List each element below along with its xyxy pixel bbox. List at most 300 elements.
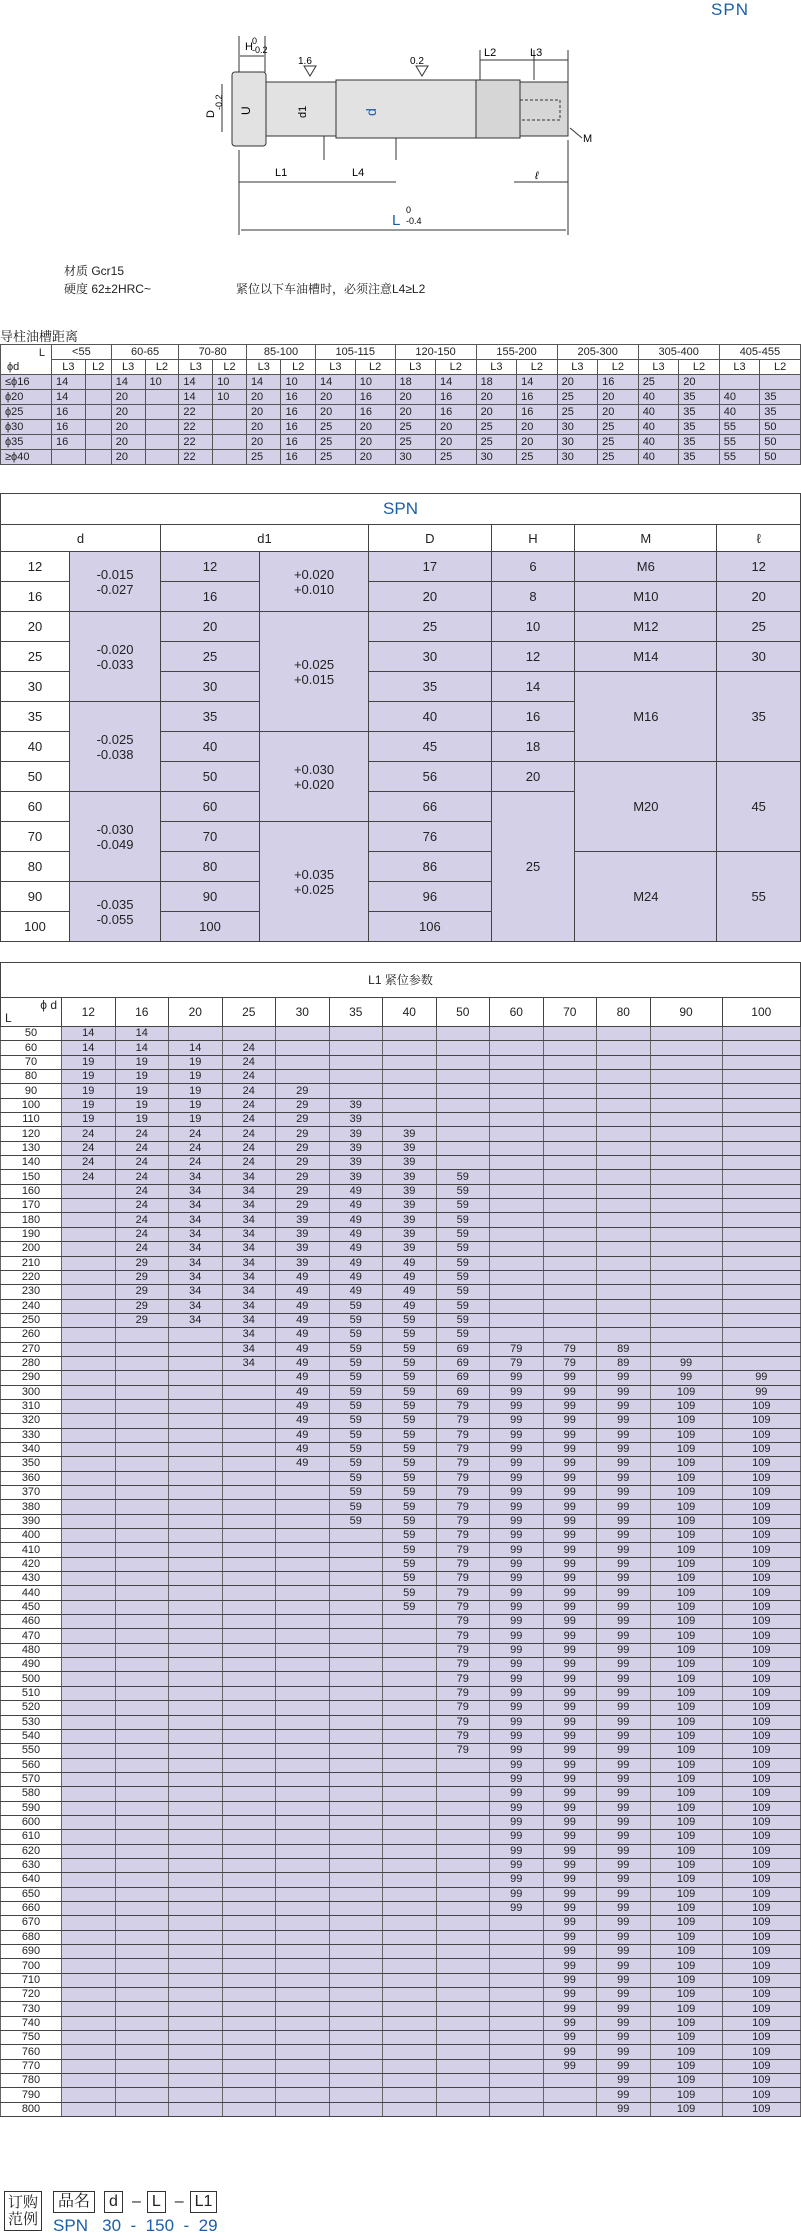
l1-cell: 109 <box>722 1442 800 1456</box>
l1-cell <box>490 1170 544 1184</box>
l1-cell <box>543 1270 597 1284</box>
l1-cell <box>436 2059 490 2073</box>
l1-cell: 24 <box>115 1127 169 1141</box>
l1-row-L: 640 <box>1 1873 62 1887</box>
l1-cell <box>383 1815 437 1829</box>
l1-row-L: 330 <box>1 1428 62 1442</box>
l1-cell <box>62 1557 116 1571</box>
l1-cell: 99 <box>543 1959 597 1973</box>
l1-cell <box>115 1486 169 1500</box>
l1-cell <box>543 1027 597 1041</box>
roughness-1-6: 1.6 <box>298 56 312 67</box>
spn-D-value: 40 <box>369 702 492 732</box>
l1-cell: 19 <box>169 1113 223 1127</box>
l1-cell: 109 <box>650 1787 722 1801</box>
l1-cell: 39 <box>276 1213 330 1227</box>
l1-cell: 24 <box>115 1156 169 1170</box>
l1-cell: 99 <box>543 1572 597 1586</box>
l1-cell: 24 <box>62 1141 116 1155</box>
l1-cell: 49 <box>329 1199 383 1213</box>
l1-cell <box>383 1772 437 1786</box>
l1-cell <box>276 1973 330 1987</box>
l1-cell <box>62 1701 116 1715</box>
l1-cell: 59 <box>383 1486 437 1500</box>
groove-cell: 50 <box>760 420 801 435</box>
l1-cell <box>722 1256 800 1270</box>
l1-cell: 49 <box>276 1356 330 1370</box>
l1-cell <box>650 1213 722 1227</box>
groove-cell <box>145 390 179 405</box>
groove-cell: 20 <box>246 405 281 420</box>
l1-cell <box>329 1988 383 2002</box>
spn-header-M: M <box>575 525 717 552</box>
l1-cell: 19 <box>115 1113 169 1127</box>
l1-cell <box>383 1615 437 1629</box>
l1-cell: 99 <box>490 1399 544 1413</box>
l1-cell: 49 <box>276 1299 330 1313</box>
l1-cell: 99 <box>597 1729 651 1743</box>
l1-cell <box>222 1027 276 1041</box>
l1-cell <box>597 1055 651 1069</box>
spn-d1-tolerance <box>260 732 369 822</box>
l1-cell <box>276 1629 330 1643</box>
l1-cell: 29 <box>115 1256 169 1270</box>
l1-cell <box>276 1887 330 1901</box>
l1-cell: 99 <box>543 1658 597 1672</box>
l1-cell <box>276 1543 330 1557</box>
dim-H: H <box>245 41 253 53</box>
l1-cell <box>62 1442 116 1456</box>
l1-cell <box>490 1055 544 1069</box>
l1-cell <box>436 2016 490 2030</box>
l1-cell <box>62 1285 116 1299</box>
l1-row-L: 190 <box>1 1227 62 1241</box>
l1-cell <box>62 2059 116 2073</box>
l1-cell: 34 <box>169 1285 223 1299</box>
l1-cell: 49 <box>276 1342 330 1356</box>
l1-cell: 99 <box>543 1385 597 1399</box>
l1-cell: 24 <box>115 1199 169 1213</box>
l1-row-L: 630 <box>1 1858 62 1872</box>
l1-cell <box>650 1328 722 1342</box>
l1-cell <box>222 1988 276 2002</box>
l1-cell: 99 <box>490 1629 544 1643</box>
l1-cell <box>169 1858 223 1872</box>
groove-range-header: 155-200 <box>476 345 557 360</box>
l1-cell <box>169 1916 223 1930</box>
l1-cell: 49 <box>329 1242 383 1256</box>
l1-cell <box>276 1988 330 2002</box>
groove-cell: 20 <box>246 435 281 450</box>
l1-cell: 24 <box>62 1156 116 1170</box>
l1-cell <box>222 1371 276 1385</box>
l1-cell: 99 <box>597 1399 651 1413</box>
spn-d-value: 20 <box>1 612 70 642</box>
groove-cell: 22 <box>179 405 213 420</box>
l1-cell <box>222 1901 276 1915</box>
l1-cell <box>436 1945 490 1959</box>
groove-cell <box>85 435 111 450</box>
l1-cell: 99 <box>490 1830 544 1844</box>
l1-cell: 59 <box>383 1313 437 1327</box>
l1-cell <box>436 1787 490 1801</box>
l1-cell: 59 <box>383 1557 437 1571</box>
l1-cell: 109 <box>722 1945 800 1959</box>
spn-d-value: 35 <box>1 702 70 732</box>
l1-row-L: 510 <box>1 1686 62 1700</box>
l1-cell <box>62 1500 116 1514</box>
l1-cell: 99 <box>490 1557 544 1571</box>
l1-cell <box>436 1113 490 1127</box>
series-title: SPN <box>711 0 749 19</box>
l1-corner-L: L <box>5 1011 12 1025</box>
l1-cell: 79 <box>436 1686 490 1700</box>
l1-cell <box>222 2059 276 2073</box>
groove-cell: 25 <box>246 450 281 465</box>
l1-cell: 109 <box>650 1385 722 1399</box>
l1-cell <box>115 1529 169 1543</box>
groove-cell: 25 <box>598 450 639 465</box>
l1-cell: 59 <box>329 1486 383 1500</box>
l1-cell <box>597 1299 651 1313</box>
groove-cell: 16 <box>281 390 316 405</box>
l1-cell: 109 <box>722 1787 800 1801</box>
groove-sub-header: L2 <box>517 360 558 375</box>
spn-M-value: M12 <box>575 612 717 642</box>
l1-cell <box>650 1084 722 1098</box>
l1-row-L: 540 <box>1 1729 62 1743</box>
l1-cell: 99 <box>490 1801 544 1815</box>
spn-d-value: 40 <box>1 732 70 762</box>
l1-col-header: 40 <box>383 998 437 1027</box>
groove-cell: 40 <box>638 435 679 450</box>
l1-cell: 99 <box>597 1887 651 1901</box>
dim-L-tol-bot: -0.4 <box>406 216 422 226</box>
l1-cell: 59 <box>383 1342 437 1356</box>
spn-d1-value: 90 <box>161 882 260 912</box>
l1-cell: 99 <box>543 1772 597 1786</box>
l1-cell <box>722 1098 800 1112</box>
l1-cell <box>222 1471 276 1485</box>
tol-upper: -0.025 <box>96 731 134 747</box>
groove-cell <box>85 420 111 435</box>
l1-cell <box>276 1471 330 1485</box>
spn-d1-value: 16 <box>161 582 260 612</box>
l1-cell <box>169 1543 223 1557</box>
l1-cell: 49 <box>276 1285 330 1299</box>
l1-row-L: 120 <box>1 1127 62 1141</box>
l1-cell <box>62 1184 116 1198</box>
l1-cell <box>115 2016 169 2030</box>
tol-upper: +0.030 <box>293 761 335 777</box>
l1-cell <box>383 1830 437 1844</box>
l1-cell <box>650 1342 722 1356</box>
l1-cell <box>62 1686 116 1700</box>
l1-cell <box>169 1701 223 1715</box>
l1-cell: 59 <box>383 1428 437 1442</box>
l1-cell: 34 <box>169 1170 223 1184</box>
l1-cell <box>383 2059 437 2073</box>
l1-cell: 99 <box>543 1973 597 1987</box>
l1-cell <box>490 2088 544 2102</box>
spn-D-value: 25 <box>369 612 492 642</box>
l1-cell: 99 <box>490 1715 544 1729</box>
l1-cell <box>222 2016 276 2030</box>
l1-cell: 59 <box>383 1529 437 1543</box>
hardness-label: 硬度 62±2HRC~ <box>64 282 151 296</box>
l1-cell: 109 <box>722 1830 800 1844</box>
l1-cell: 99 <box>597 1901 651 1915</box>
l1-cell <box>222 2088 276 2102</box>
l1-cell <box>222 1457 276 1471</box>
l1-cell <box>115 1371 169 1385</box>
l1-cell: 19 <box>62 1055 116 1069</box>
l1-cell <box>383 2031 437 2045</box>
l1-cell: 99 <box>597 1672 651 1686</box>
l1-cell <box>276 1729 330 1743</box>
l1-cell: 69 <box>436 1356 490 1370</box>
l1-cell: 49 <box>276 1328 330 1342</box>
groove-cell <box>52 450 86 465</box>
l1-cell <box>543 1242 597 1256</box>
spn-d1-value: 80 <box>161 852 260 882</box>
l1-cell: 99 <box>543 1486 597 1500</box>
l1-cell: 109 <box>650 1887 722 1901</box>
l1-cell: 99 <box>543 2059 597 2073</box>
l1-cell <box>169 1887 223 1901</box>
l1-cell: 99 <box>543 1844 597 1858</box>
l1-cell: 49 <box>276 1442 330 1456</box>
l1-cell: 109 <box>722 1844 800 1858</box>
l1-cell <box>169 1371 223 1385</box>
l1-cell: 79 <box>436 1529 490 1543</box>
groove-cell: 14 <box>179 390 213 405</box>
l1-cell <box>62 1486 116 1500</box>
l1-cell <box>169 1600 223 1614</box>
groove-cell: 20 <box>395 405 436 420</box>
l1-cell <box>222 1815 276 1829</box>
l1-cell <box>543 1285 597 1299</box>
l1-cell: 34 <box>222 1313 276 1327</box>
groove-cell: 40 <box>638 420 679 435</box>
l1-cell: 99 <box>543 1543 597 1557</box>
l1-cell: 19 <box>115 1055 169 1069</box>
l1-row-L: 770 <box>1 2059 62 2073</box>
l1-cell <box>62 1543 116 1557</box>
l1-cell: 109 <box>650 1858 722 1872</box>
groove-sub-header: L2 <box>85 360 111 375</box>
groove-cell: 16 <box>355 390 395 405</box>
l1-cell <box>329 1672 383 1686</box>
l1-cell: 109 <box>650 1399 722 1413</box>
l1-cell <box>436 1156 490 1170</box>
l1-cell <box>543 1113 597 1127</box>
l1-cell <box>276 1901 330 1915</box>
l1-cell: 39 <box>383 1184 437 1198</box>
l1-col-header: 80 <box>597 998 651 1027</box>
l1-cell: 109 <box>722 1729 800 1743</box>
l1-cell: 109 <box>722 1715 800 1729</box>
l1-cell: 109 <box>722 1815 800 1829</box>
l1-cell: 59 <box>436 1170 490 1184</box>
groove-sub-header: L3 <box>557 360 598 375</box>
groove-sub-header: L3 <box>111 360 145 375</box>
l1-cell: 29 <box>115 1285 169 1299</box>
l1-cell <box>169 1586 223 1600</box>
l1-cell <box>115 1988 169 2002</box>
l1-cell <box>62 1873 116 1887</box>
spn-M-value: M10 <box>575 582 717 612</box>
l1-corner <box>1 998 62 1027</box>
l1-cell: 24 <box>169 1141 223 1155</box>
l1-cell <box>650 1256 722 1270</box>
l1-cell: 59 <box>329 1385 383 1399</box>
l1-row-L: 160 <box>1 1184 62 1198</box>
l1-cell: 79 <box>436 1486 490 1500</box>
groove-sub-header: L3 <box>316 360 356 375</box>
l1-cell <box>329 1787 383 1801</box>
tol-upper: -0.035 <box>96 896 134 912</box>
groove-cell: 35 <box>679 435 720 450</box>
l1-cell: 99 <box>543 1514 597 1528</box>
l1-row-L: 80 <box>1 1070 62 1084</box>
l1-cell: 109 <box>650 2016 722 2030</box>
l1-cell <box>597 1213 651 1227</box>
l1-cell: 109 <box>650 1486 722 1500</box>
l1-cell: 19 <box>115 1098 169 1112</box>
l1-cell <box>436 1027 490 1041</box>
l1-cell <box>222 1772 276 1786</box>
l1-cell <box>383 2074 437 2088</box>
l1-cell <box>383 2002 437 2016</box>
l1-cell <box>543 1199 597 1213</box>
l1-cell <box>276 1615 330 1629</box>
spn-d1-value: 30 <box>161 672 260 702</box>
l1-cell <box>115 1658 169 1672</box>
l1-cell: 109 <box>650 1959 722 1973</box>
l1-cell: 59 <box>436 1328 490 1342</box>
l1-cell: 99 <box>543 1615 597 1629</box>
l1-cell <box>650 1127 722 1141</box>
l1-cell: 109 <box>722 1672 800 1686</box>
l1-cell: 109 <box>650 1701 722 1715</box>
l1-cell: 99 <box>597 1371 651 1385</box>
l1-cell: 99 <box>597 1744 651 1758</box>
l1-cell: 29 <box>276 1098 330 1112</box>
l1-cell <box>62 1428 116 1442</box>
groove-cell <box>85 405 111 420</box>
l1-cell <box>329 1945 383 1959</box>
l1-cell <box>169 1615 223 1629</box>
l1-cell: 49 <box>383 1270 437 1284</box>
l1-cell <box>115 2102 169 2116</box>
l1-cell <box>276 1041 330 1055</box>
l1-cell <box>169 1873 223 1887</box>
groove-cell <box>213 405 247 420</box>
l1-cell <box>329 1887 383 1901</box>
l1-col-header: 16 <box>115 998 169 1027</box>
l1-row-L: 370 <box>1 1486 62 1500</box>
l1-cell <box>169 1815 223 1829</box>
l1-cell <box>383 1686 437 1700</box>
l1-cell <box>597 1313 651 1327</box>
groove-cell: 55 <box>719 435 760 450</box>
groove-cell: 40 <box>638 390 679 405</box>
dim-d: d <box>363 108 379 116</box>
l1-cell <box>650 1285 722 1299</box>
spn-d-value: 70 <box>1 822 70 852</box>
spn-d1-value: 20 <box>161 612 260 642</box>
l1-cell <box>650 1098 722 1112</box>
l1-cell <box>722 1156 800 1170</box>
groove-cell: 35 <box>679 390 720 405</box>
l1-cell: 99 <box>490 1873 544 1887</box>
l1-cell: 99 <box>597 2002 651 2016</box>
tol-lower: +0.010 <box>293 581 335 597</box>
l1-cell <box>650 1227 722 1241</box>
l1-cell <box>329 1586 383 1600</box>
groove-sub-header: L2 <box>145 360 179 375</box>
l1-cell: 99 <box>490 1758 544 1772</box>
l1-cell <box>115 1887 169 1901</box>
groove-row-d: ϕ35 <box>1 435 52 450</box>
l1-cell <box>222 1414 276 1428</box>
l1-cell: 34 <box>222 1342 276 1356</box>
l1-col-header: 25 <box>222 998 276 1027</box>
l1-cell <box>597 1027 651 1041</box>
spn-H-value: 8 <box>491 582 575 612</box>
groove-cell: 16 <box>52 435 86 450</box>
l1-cell <box>222 1729 276 1743</box>
l1-cell <box>383 2102 437 2116</box>
l1-cell <box>222 1629 276 1643</box>
spn-ell-value: 35 <box>717 672 801 762</box>
l1-cell <box>543 1256 597 1270</box>
l1-cell <box>222 1701 276 1715</box>
groove-corner-d: ϕd <box>7 360 20 373</box>
l1-row-L: 700 <box>1 1959 62 1973</box>
l1-cell: 19 <box>169 1070 223 1084</box>
groove-cell: 14 <box>179 375 213 390</box>
l1-cell <box>650 1270 722 1284</box>
l1-cell: 49 <box>276 1457 330 1471</box>
l1-cell: 109 <box>722 1758 800 1772</box>
groove-cell: 16 <box>281 405 316 420</box>
l1-row-L: 440 <box>1 1586 62 1600</box>
l1-cell: 24 <box>62 1127 116 1141</box>
l1-cell <box>276 1070 330 1084</box>
l1-cell: 99 <box>490 1901 544 1915</box>
l1-cell <box>276 1643 330 1657</box>
spn-D-value: 20 <box>369 582 492 612</box>
l1-cell: 99 <box>543 1758 597 1772</box>
l1-cell: 59 <box>436 1256 490 1270</box>
l1-cell: 69 <box>436 1342 490 1356</box>
l1-cell <box>222 2102 276 2116</box>
spn-header-H: H <box>491 525 575 552</box>
l1-cell <box>276 1500 330 1514</box>
l1-row-L: 150 <box>1 1170 62 1184</box>
groove-sub-header: L2 <box>598 360 639 375</box>
l1-row-L: 470 <box>1 1629 62 1643</box>
l1-cell: 99 <box>490 1371 544 1385</box>
l1-row-L: 350 <box>1 1457 62 1471</box>
l1-cell: 99 <box>597 1471 651 1485</box>
spn-d1-value: 40 <box>161 732 260 762</box>
tol-lower: +0.015 <box>293 671 335 687</box>
groove-cell: 35 <box>679 420 720 435</box>
l1-cell: 39 <box>276 1242 330 1256</box>
